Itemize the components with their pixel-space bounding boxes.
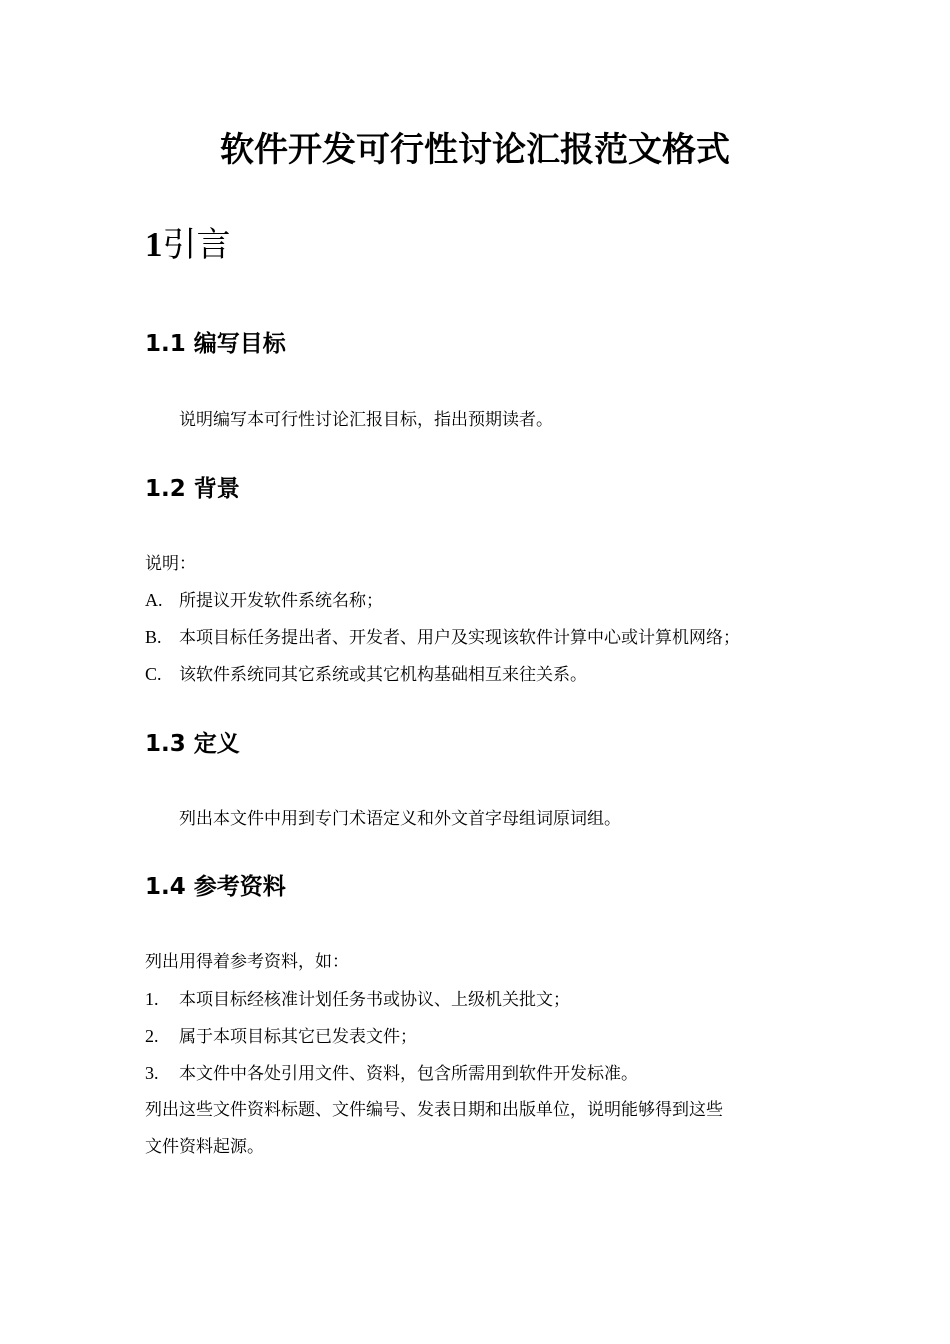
list-item-text: 本项目标经核准计划任务书或协议、上级机关批文； (179, 990, 570, 1010)
list-item-text: 本项目标任务提出者、开发者、用户及实现该软件计算中心或计算机网络； (179, 628, 740, 648)
list-item (145, 987, 570, 1012)
list-item-text: 本文件中各处引用文件、资料，包含所需用到软件开发标准。 (179, 1064, 638, 1084)
list-marker: C. (145, 664, 162, 684)
paragraph-references-intro: 列出用得着参考资料，如： (145, 952, 349, 972)
list-item-text: 该软件系统同其它系统或其它机构基础相互来往关系。 (179, 665, 587, 685)
section-heading-1 (145, 223, 231, 267)
list-item-text: 属于本项目标其它已发表文件； (179, 1027, 417, 1047)
list-item (145, 588, 383, 613)
list-marker: A. (145, 590, 163, 610)
list-marker: 3. (145, 1063, 159, 1083)
subsection-heading-1-3: 1.3 定义 (145, 731, 240, 757)
subsection-heading-1-2: 1.2 背景 (145, 476, 240, 502)
list-item (145, 662, 587, 687)
list-item (145, 1061, 638, 1086)
document-title: 软件开发可行性讨论汇报范文格式 (220, 130, 730, 170)
list-marker: 2. (145, 1026, 159, 1046)
subsection-heading-1-4: 1.4 参考资料 (145, 874, 286, 900)
section-title: 引言 (162, 225, 231, 265)
paragraph-background-intro: 说明： (145, 554, 196, 574)
list-item (145, 625, 740, 650)
paragraph-definitions: 列出本文件中用到专门术语定义和外文首字母组词原词组。 (179, 809, 621, 829)
paragraph-references-closing-line: 文件资料起源。 (145, 1137, 264, 1157)
paragraph-purpose: 说明编写本可行性讨论汇报目标，指出预期读者。 (179, 410, 553, 430)
list-item-text: 所提议开发软件系统名称； (179, 591, 383, 611)
section-number: 1 (145, 225, 163, 264)
subsection-heading-1-1: 1.1 编写目标 (145, 331, 286, 357)
list-marker: B. (145, 627, 162, 647)
list-item (145, 1024, 417, 1049)
paragraph-references-closing-line: 列出这些文件资料标题、文件编号、发表日期和出版单位，说明能够得到这些 (145, 1100, 723, 1120)
list-marker: 1. (145, 989, 159, 1009)
